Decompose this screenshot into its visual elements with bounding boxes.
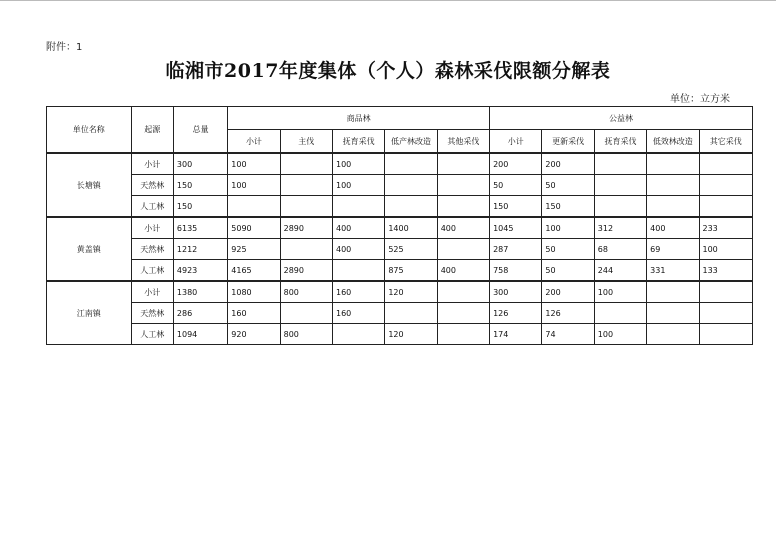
public-value-cell <box>647 324 699 345</box>
public-value-cell: 50 <box>542 239 594 260</box>
commercial-value-cell <box>437 239 489 260</box>
commercial-value-cell <box>332 324 384 345</box>
public-value-cell <box>699 303 753 324</box>
public-value-cell: 300 <box>490 281 542 303</box>
public-value-cell <box>647 281 699 303</box>
page-top-edge <box>0 0 776 1</box>
total-cell: 1212 <box>173 239 227 260</box>
table-row <box>47 303 753 324</box>
header-public-col: 小计 <box>490 130 542 154</box>
table-row <box>47 324 753 345</box>
attachment-label: 附件：1 <box>46 42 83 53</box>
commercial-value-cell <box>437 175 489 196</box>
commercial-value-cell: 4165 <box>228 260 280 282</box>
public-value-cell: 400 <box>647 217 699 239</box>
commercial-value-cell <box>385 153 437 175</box>
header-public-col: 其它采伐 <box>699 130 753 154</box>
public-value-cell: 200 <box>490 153 542 175</box>
commercial-value-cell: 800 <box>280 324 332 345</box>
public-value-cell: 200 <box>542 281 594 303</box>
commercial-value-cell <box>437 324 489 345</box>
public-value-cell: 174 <box>490 324 542 345</box>
source-cell: 小计 <box>131 281 173 303</box>
total-cell: 150 <box>173 196 227 218</box>
commercial-value-cell: 400 <box>437 217 489 239</box>
total-cell: 4923 <box>173 260 227 282</box>
commercial-value-cell <box>437 153 489 175</box>
header-public-col: 更新采伐 <box>542 130 594 154</box>
public-value-cell <box>647 196 699 218</box>
public-value-cell <box>594 175 646 196</box>
commercial-value-cell: 120 <box>385 281 437 303</box>
table-row <box>47 196 753 218</box>
public-value-cell <box>699 196 753 218</box>
public-value-cell: 331 <box>647 260 699 282</box>
unit-label: 单位：立方米 <box>670 94 730 105</box>
header-commercial-col: 其他采伐 <box>437 130 489 154</box>
header-source: 起源 <box>131 107 173 154</box>
commercial-value-cell: 160 <box>228 303 280 324</box>
table-row <box>47 217 753 239</box>
commercial-value-cell: 800 <box>280 281 332 303</box>
total-cell: 300 <box>173 153 227 175</box>
public-value-cell: 287 <box>490 239 542 260</box>
commercial-value-cell <box>437 196 489 218</box>
commercial-value-cell: 400 <box>437 260 489 282</box>
table-row <box>47 281 753 303</box>
public-value-cell <box>647 153 699 175</box>
public-value-cell <box>699 153 753 175</box>
commercial-value-cell: 400 <box>332 239 384 260</box>
source-cell: 天然林 <box>131 303 173 324</box>
commercial-value-cell: 525 <box>385 239 437 260</box>
public-value-cell: 100 <box>699 239 753 260</box>
table-row <box>47 260 753 282</box>
commercial-value-cell <box>280 239 332 260</box>
commercial-value-cell <box>437 303 489 324</box>
commercial-value-cell <box>280 196 332 218</box>
public-value-cell <box>647 303 699 324</box>
commercial-value-cell: 160 <box>332 303 384 324</box>
public-value-cell: 100 <box>542 217 594 239</box>
source-cell: 小计 <box>131 217 173 239</box>
commercial-value-cell: 1080 <box>228 281 280 303</box>
source-cell: 人工林 <box>131 260 173 282</box>
source-cell: 小计 <box>131 153 173 175</box>
header-unit-name: 单位名称 <box>47 107 132 154</box>
public-value-cell: 50 <box>542 260 594 282</box>
public-value-cell: 126 <box>490 303 542 324</box>
total-cell: 286 <box>173 303 227 324</box>
public-value-cell: 100 <box>594 324 646 345</box>
commercial-value-cell <box>280 303 332 324</box>
public-value-cell: 758 <box>490 260 542 282</box>
commercial-value-cell: 920 <box>228 324 280 345</box>
table-row <box>47 153 753 175</box>
public-value-cell: 50 <box>542 175 594 196</box>
public-value-cell: 133 <box>699 260 753 282</box>
public-value-cell <box>594 153 646 175</box>
commercial-value-cell: 5090 <box>228 217 280 239</box>
source-cell: 人工林 <box>131 324 173 345</box>
commercial-value-cell: 120 <box>385 324 437 345</box>
commercial-value-cell <box>332 196 384 218</box>
header-total: 总量 <box>173 107 227 154</box>
header-commercial-col: 主伐 <box>280 130 332 154</box>
public-value-cell: 150 <box>490 196 542 218</box>
commercial-value-cell <box>385 303 437 324</box>
commercial-value-cell: 400 <box>332 217 384 239</box>
commercial-value-cell: 1400 <box>385 217 437 239</box>
header-row-groups <box>47 107 753 130</box>
commercial-value-cell <box>228 196 280 218</box>
public-value-cell <box>594 303 646 324</box>
public-value-cell: 69 <box>647 239 699 260</box>
public-value-cell: 200 <box>542 153 594 175</box>
public-value-cell: 233 <box>699 217 753 239</box>
header-commercial-col: 低产林改造 <box>385 130 437 154</box>
town-name-cell: 江南镇 <box>47 281 132 345</box>
total-cell: 6135 <box>173 217 227 239</box>
public-value-cell <box>699 324 753 345</box>
header-public-col: 抚育采伐 <box>594 130 646 154</box>
commercial-value-cell <box>385 175 437 196</box>
public-value-cell: 244 <box>594 260 646 282</box>
commercial-value-cell <box>385 196 437 218</box>
table-row <box>47 239 753 260</box>
quota-table <box>46 106 753 345</box>
public-value-cell <box>647 175 699 196</box>
commercial-value-cell: 925 <box>228 239 280 260</box>
commercial-value-cell: 160 <box>332 281 384 303</box>
public-value-cell: 312 <box>594 217 646 239</box>
commercial-value-cell <box>332 260 384 282</box>
total-cell: 1094 <box>173 324 227 345</box>
table-row <box>47 175 753 196</box>
public-value-cell: 100 <box>594 281 646 303</box>
source-cell: 天然林 <box>131 239 173 260</box>
public-value-cell <box>699 281 753 303</box>
total-cell: 150 <box>173 175 227 196</box>
commercial-value-cell: 100 <box>332 153 384 175</box>
commercial-value-cell <box>280 175 332 196</box>
commercial-value-cell: 100 <box>332 175 384 196</box>
public-value-cell: 74 <box>542 324 594 345</box>
commercial-value-cell: 875 <box>385 260 437 282</box>
commercial-value-cell: 2890 <box>280 217 332 239</box>
town-name-cell: 黄盖镇 <box>47 217 132 281</box>
total-cell: 1380 <box>173 281 227 303</box>
header-commercial-col: 抚育采伐 <box>332 130 384 154</box>
public-value-cell: 50 <box>490 175 542 196</box>
header-public-forest: 公益林 <box>490 107 753 130</box>
source-cell: 人工林 <box>131 196 173 218</box>
header-public-col: 低效林改造 <box>647 130 699 154</box>
commercial-value-cell <box>280 153 332 175</box>
page-title: 临湘市2017年度集体（个人）森林采伐限额分解表 <box>165 60 611 82</box>
commercial-value-cell: 100 <box>228 153 280 175</box>
public-value-cell <box>699 175 753 196</box>
header-commercial-forest: 商品林 <box>228 107 490 130</box>
public-value-cell: 68 <box>594 239 646 260</box>
public-value-cell: 150 <box>542 196 594 218</box>
header-commercial-col: 小计 <box>228 130 280 154</box>
commercial-value-cell: 100 <box>228 175 280 196</box>
public-value-cell: 126 <box>542 303 594 324</box>
public-value-cell: 1045 <box>490 217 542 239</box>
source-cell: 天然林 <box>131 175 173 196</box>
commercial-value-cell <box>437 281 489 303</box>
town-name-cell: 长塘镇 <box>47 153 132 217</box>
public-value-cell <box>594 196 646 218</box>
commercial-value-cell: 2890 <box>280 260 332 282</box>
